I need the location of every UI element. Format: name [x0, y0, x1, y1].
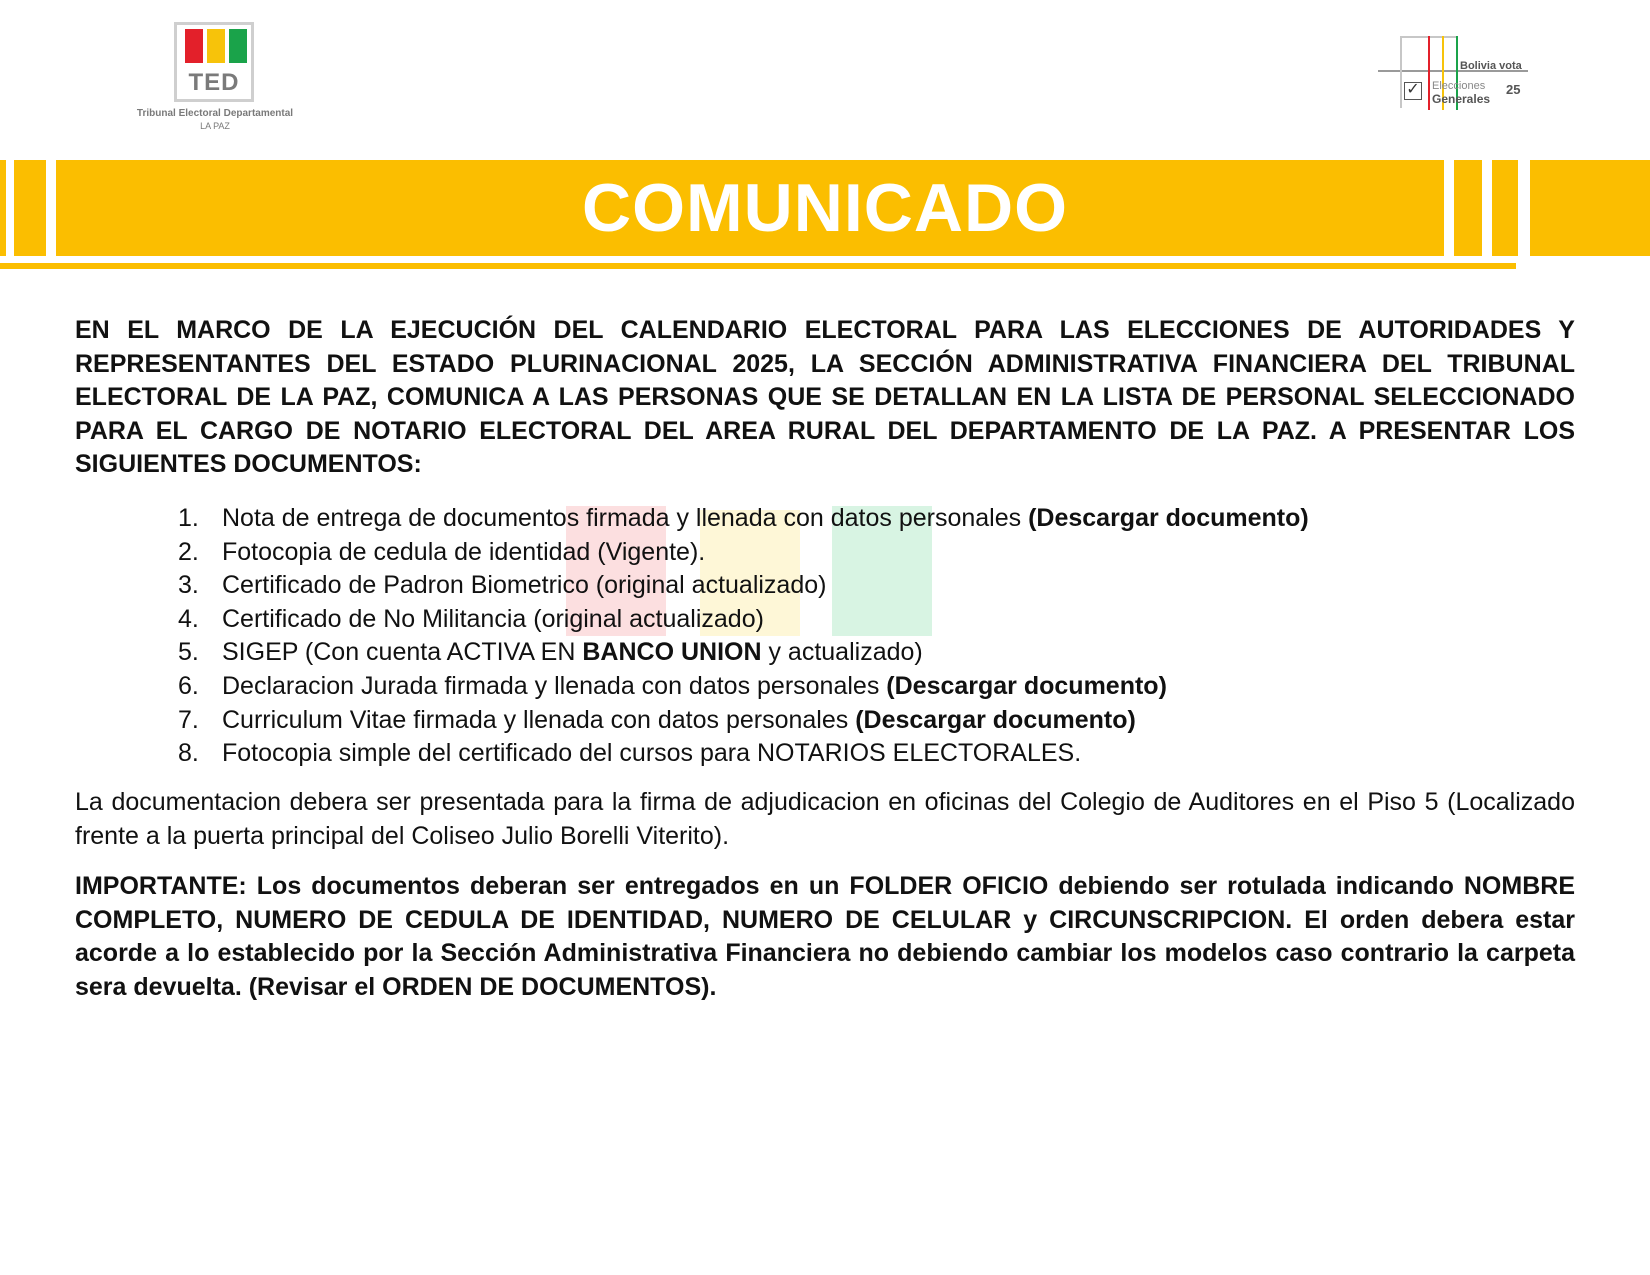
list-item: 7. Curriculum Vitae firmada y llenada con datos personales (Descargar documento)	[178, 705, 1136, 734]
banner-underline	[0, 263, 1516, 269]
vote-logo-year: 25	[1506, 82, 1521, 97]
list-item: 3. Certificado de Padron Biometrico (original actualizado)	[178, 571, 827, 600]
location-paragraph: La documentacion debera ser presentada para la firma de adjudicacion en oficinas del Colegio de Auditores en el Piso 5 (Localizado frente a la puerta principal del Coliseo Julio Borelli Viterito).	[75, 788, 1575, 850]
ted-letters: TED	[188, 69, 240, 96]
vote-logo-top: Bolivia vota	[1460, 60, 1522, 72]
ted-yellow-bar	[207, 29, 225, 63]
ted-logo-mark	[174, 22, 254, 102]
important-paragraph: IMPORTANTE: Los documentos deberan ser entregados en un FOLDER OFICIO debiendo ser rotulada indicando NOMBRE COMPLETO, NUMERO DE CEDULA DE IDENTIDAD, NUMERO DE CELULAR y CIRCUNSCRIPCION. El orden debera estar acorde a lo establecido por la Sección Administrativa Financiera no debiendo cambiar los modelos caso contrario la carpeta sera devuelta. (Revisar el ORDEN DE DOCUMENTOS).	[75, 872, 1575, 1001]
list-item: 1. Nota de entrega de documentos firmada y llenada con datos personales (Descargar documento)	[178, 504, 1309, 532]
vote-logo-main: Generales	[1432, 92, 1491, 106]
page-title: COMUNICADO	[582, 170, 1068, 246]
ted-red-bar	[185, 29, 203, 63]
list-item: 5. SIGEP (Con cuenta ACTIVA EN BANCO UNION y actualizado)	[178, 638, 923, 667]
list-item: 2. Fotocopia de cedula de identidad (Vigente).	[178, 537, 706, 566]
documents-list	[178, 502, 1558, 771]
list-item: 6. Declaracion Jurada firmada y llenada con datos personales (Descargar documento)	[178, 671, 1167, 700]
ted-city: LA PAZ	[200, 121, 230, 131]
ted-logo	[130, 18, 300, 130]
vote-logo-sub: Elecciones	[1432, 80, 1486, 92]
intro-paragraph: EN EL MARCO DE LA EJECUCIÓN DEL CALENDARIO ELECTORAL PARA LAS ELECCIONES DE AUTORIDADES Y REPRESENTANTES DEL ESTADO PLURINACIONAL 2025, LA SECCIÓN ADMINISTRATIVA FINANCIERA DEL TRIBUNAL ELECTORAL DE LA PAZ, COMUNICA A LAS PERSONAS QUE SE DETALLAN EN LA LISTA DE PERSONAL SELECCIONADO PARA EL CARGO DE NOTARIO ELECTORAL DEL AREA RURAL DEL DEPARTAMENTO DE LA PAZ. A PRESENTAR LOS SIGUIENTES DOCUMENTOS:	[75, 316, 1575, 479]
ted-name: Tribunal Electoral Departamental	[136, 108, 294, 119]
list-item: 8. Fotocopia simple del certificado del cursos para NOTARIOS ELECTORALES.	[178, 739, 1082, 768]
list-item: 4. Certificado de No Militancia (original actualizado)	[178, 604, 764, 633]
ted-green-bar	[229, 29, 247, 63]
bolivia-vota-logo	[1378, 32, 1538, 112]
checkbox-icon: ✓	[1404, 82, 1422, 100]
